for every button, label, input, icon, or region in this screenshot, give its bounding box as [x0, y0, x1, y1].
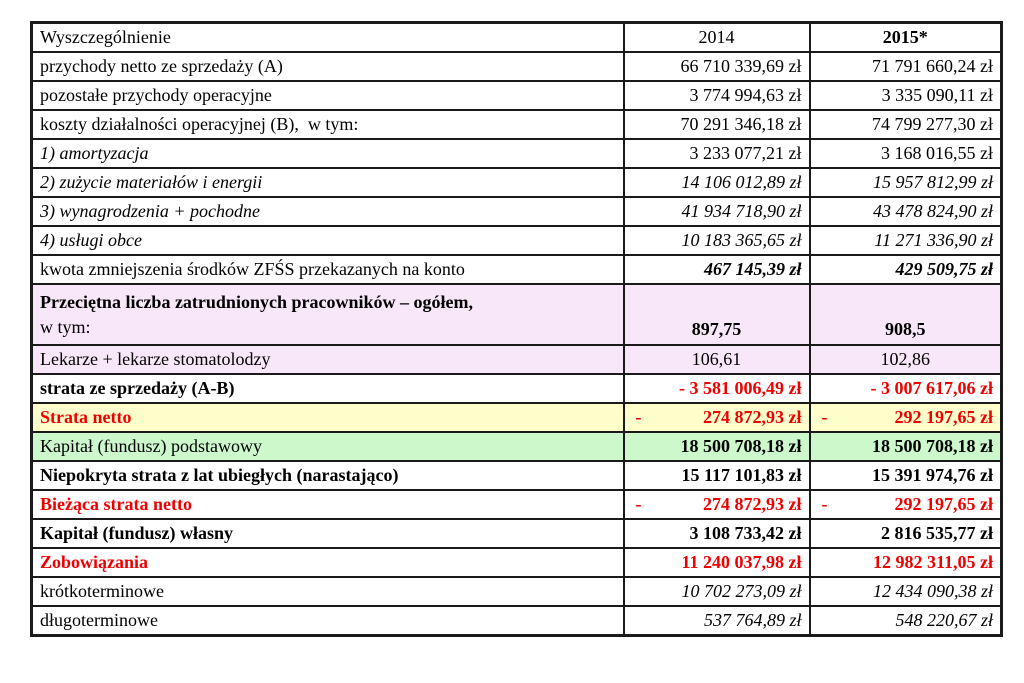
value-2015: 74 799 277,30 zł — [810, 110, 1002, 139]
value-2015: 2 816 535,77 zł — [810, 519, 1002, 548]
row-label: przychody netto ze sprzedaży (A) — [32, 52, 624, 81]
value-2015 — [810, 403, 1002, 432]
value-2014: 10 183 365,65 zł — [624, 226, 810, 255]
row-koszty-operacyjne — [32, 110, 1002, 139]
amount: 292 197,65 zł — [894, 494, 993, 515]
header-row — [32, 23, 1002, 53]
minus-sign: - — [821, 494, 828, 515]
row-label: pozostałe przychody operacyjne — [32, 81, 624, 110]
value-2015: 3 335 090,11 zł — [810, 81, 1002, 110]
row-kapital-podstawowy — [32, 432, 1002, 461]
header-specification: Wyszczególnienie — [32, 23, 624, 53]
header-2015: 2015* — [810, 23, 1002, 53]
row-amortyzacja — [32, 139, 1002, 168]
row-label: strata ze sprzedaży (A-B) — [32, 374, 624, 403]
value-2015: 15 957 812,99 zł — [810, 168, 1002, 197]
row-label-line2: w tym: — [40, 316, 91, 337]
minus-sign: - — [821, 407, 828, 428]
row-krotkoterminowe — [32, 577, 1002, 606]
row-label: 4) usługi obce — [32, 226, 624, 255]
row-label: Kapitał (fundusz) podstawowy — [32, 432, 624, 461]
value-2014: 14 106 012,89 zł — [624, 168, 810, 197]
minus-sign: - — [635, 494, 642, 515]
amount: 292 197,65 zł — [894, 407, 993, 428]
row-przychody-netto — [32, 52, 1002, 81]
financial-table — [30, 21, 1003, 637]
row-label: 1) amortyzacja — [32, 139, 624, 168]
value-2014 — [624, 403, 810, 432]
value-2014: 106,61 — [624, 345, 810, 374]
value-2015 — [810, 490, 1002, 519]
row-zobowiazania — [32, 548, 1002, 577]
row-label: Lekarze + lekarze stomatolodzy — [32, 345, 624, 374]
row-uslugi-obce — [32, 226, 1002, 255]
amount: 274 872,93 zł — [703, 494, 802, 515]
header-2014: 2014 — [624, 23, 810, 53]
minus-sign: - — [635, 407, 642, 428]
value-2015: 102,86 — [810, 345, 1002, 374]
value-2014: 66 710 339,69 zł — [624, 52, 810, 81]
row-label: 3) wynagrodzenia + pochodne — [32, 197, 624, 226]
value-2015: 12 434 090,38 zł — [810, 577, 1002, 606]
row-niepokryta-strata — [32, 461, 1002, 490]
row-pozostale-przychody — [32, 81, 1002, 110]
row-label: Zobowiązania — [32, 548, 624, 577]
value-2014 — [624, 490, 810, 519]
row-strata-netto — [32, 403, 1002, 432]
value-2014: 467 145,39 zł — [624, 255, 810, 284]
row-label: Bieżąca strata netto — [32, 490, 624, 519]
row-lekarze — [32, 345, 1002, 374]
value-2014: 537 764,89 zł — [624, 606, 810, 636]
value-2015: 429 509,75 zł — [810, 255, 1002, 284]
value-2015: 15 391 974,76 zł — [810, 461, 1002, 490]
row-strata-sprzedaz — [32, 374, 1002, 403]
row-label: krótkoterminowe — [32, 577, 624, 606]
row-biezaca-strata — [32, 490, 1002, 519]
value-2014: 11 240 037,98 zł — [624, 548, 810, 577]
value-2014: 15 117 101,83 zł — [624, 461, 810, 490]
value-2014: 3 233 077,21 zł — [624, 139, 810, 168]
row-zatrudnieni — [32, 284, 1002, 345]
value-2014: 3 774 994,63 zł — [624, 81, 810, 110]
row-label: 2) zużycie materiałów i energii — [32, 168, 624, 197]
value-2015: 43 478 824,90 zł — [810, 197, 1002, 226]
row-label: długoterminowe — [32, 606, 624, 636]
row-zuzycie-materialow — [32, 168, 1002, 197]
row-kapital-wlasny — [32, 519, 1002, 548]
value-2015: 11 271 336,90 zł — [810, 226, 1002, 255]
row-label: koszty działalności operacyjnej (B), w tym: — [32, 110, 624, 139]
value-2015: 548 220,67 zł — [810, 606, 1002, 636]
value-2014: 897,75 — [624, 284, 810, 345]
value-2014: 70 291 346,18 zł — [624, 110, 810, 139]
value-2014: - 3 581 006,49 zł — [624, 374, 810, 403]
value-2014: 41 934 718,90 zł — [624, 197, 810, 226]
value-2015: 3 168 016,55 zł — [810, 139, 1002, 168]
row-zfss — [32, 255, 1002, 284]
value-2015: 18 500 708,18 zł — [810, 432, 1002, 461]
value-2015: 71 791 660,24 zł — [810, 52, 1002, 81]
row-label: Kapitał (fundusz) własny — [32, 519, 624, 548]
value-2014: 18 500 708,18 zł — [624, 432, 810, 461]
value-2015: - 3 007 617,06 zł — [810, 374, 1002, 403]
value-2015: 12 982 311,05 zł — [810, 548, 1002, 577]
row-label: kwota zmniejszenia środków ZFŚS przekazanych na konto — [32, 255, 624, 284]
row-dlugoterminowe — [32, 606, 1002, 636]
value-2015: 908,5 — [810, 284, 1002, 345]
value-2014: 10 702 273,09 zł — [624, 577, 810, 606]
row-label: Strata netto — [32, 403, 624, 432]
value-2014: 3 108 733,42 zł — [624, 519, 810, 548]
row-label-line1: Przeciętna liczba zatrudnionych pracowników – ogółem, — [40, 292, 473, 313]
row-label: Niepokryta strata z lat ubiegłych (narastająco) — [32, 461, 624, 490]
row-label — [32, 284, 624, 345]
row-wynagrodzenia — [32, 197, 1002, 226]
amount: 274 872,93 zł — [703, 407, 802, 428]
